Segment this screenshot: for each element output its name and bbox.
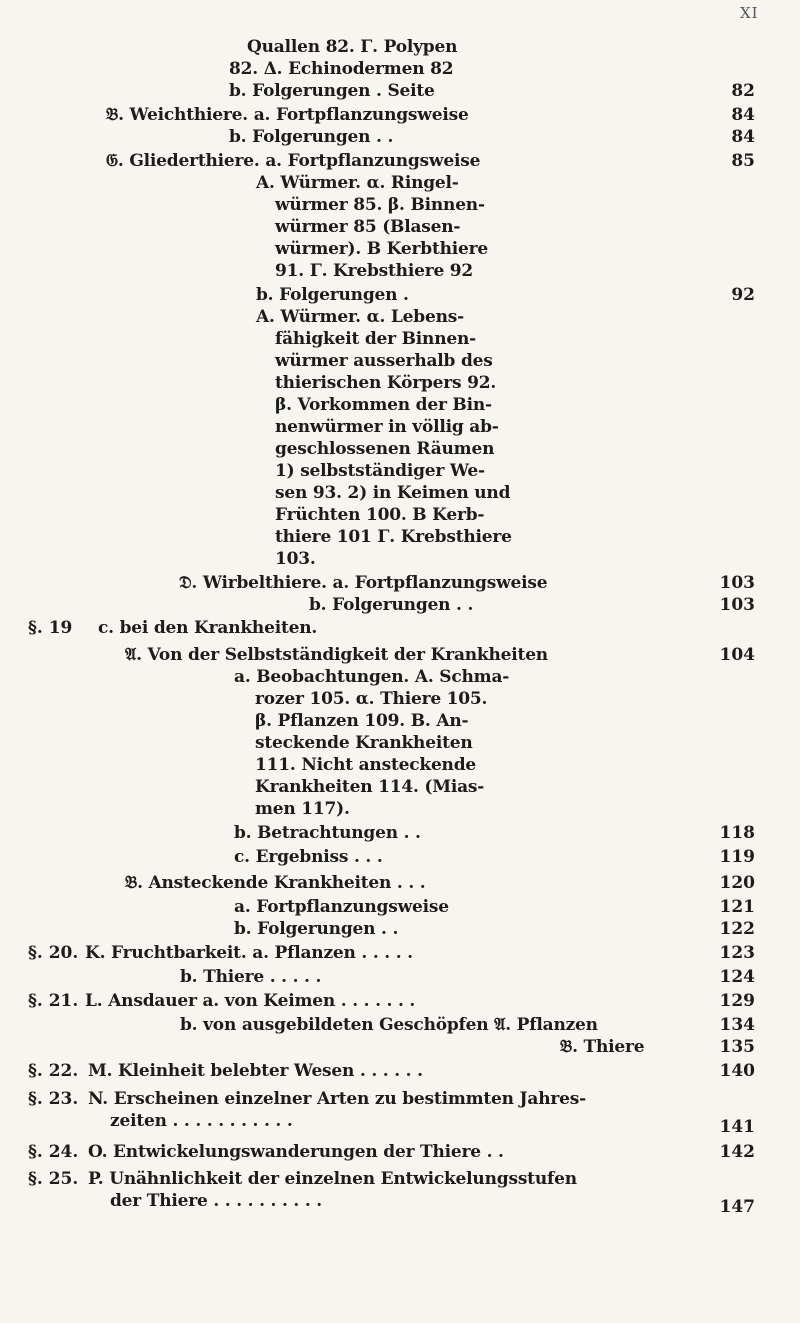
toc-line: rozer 105. α. Thiere 105. — [255, 689, 488, 709]
page-number: 92 — [731, 285, 755, 305]
toc-line: P. Unähnlichkeit der einzelnen Entwickelungsstufen — [88, 1169, 577, 1189]
page-number: 134 — [719, 1015, 755, 1035]
page-number: 118 — [719, 823, 755, 843]
toc-line: 𝔊. Gliederthiere. a. Fortpflanzungsweise — [106, 151, 481, 171]
toc-line: würmer ausserhalb des — [275, 351, 493, 371]
section-number: §. 23. — [28, 1089, 79, 1109]
toc-line: a. Fortpflanzungsweise — [234, 897, 449, 917]
page-number: 104 — [719, 645, 755, 665]
toc-line: Früchten 100. B Kerb- — [275, 505, 485, 525]
toc-line: N. Erscheinen einzelner Arten zu bestimmten Jahres- — [88, 1089, 586, 1109]
toc-line: Krankheiten 114. (Mias- — [255, 777, 485, 797]
toc-line: der Thiere . . . . . . . . . . — [110, 1191, 323, 1211]
section-number: §. 22. — [28, 1061, 79, 1081]
page-number: 119 — [719, 847, 755, 867]
page-number: 84 — [731, 105, 755, 125]
page-number: 120 — [719, 873, 755, 893]
toc-line: b. Betrachtungen . . — [234, 823, 421, 843]
toc-line: 𝔅. Ansteckende Krankheiten . . . — [125, 873, 426, 893]
toc-line: β. Vorkommen der Bin- — [275, 395, 492, 415]
page-number: 142 — [719, 1142, 755, 1162]
section-number: §. 25. — [28, 1169, 79, 1189]
toc-line: thierischen Körpers 92. — [275, 373, 497, 393]
toc-line: b. Folgerungen . — [256, 285, 409, 305]
toc-line: L. Ansdauer a. von Keimen . . . . . . . — [85, 991, 416, 1011]
page-number: 85 — [731, 151, 755, 171]
page-number: 82 — [731, 81, 755, 101]
toc-line: sen 93. 2) in Keimen und — [275, 483, 511, 503]
toc-line: 𝔅. Weichthiere. a. Fortpflanzungsweise — [106, 105, 469, 125]
section-number: §. 19 — [28, 618, 73, 638]
toc-line: würmer 85 (Blasen- — [275, 217, 461, 237]
toc-line: a. Beobachtungen. A. Schma- — [234, 667, 510, 687]
toc-line: M. Kleinheit belebter Wesen . . . . . . — [88, 1061, 423, 1081]
toc-line: b. Folgerungen . . — [229, 127, 394, 147]
page-number: 147 — [719, 1197, 755, 1217]
toc-line: b. Thiere . . . . . — [180, 967, 322, 987]
toc-line: A. Würmer. α. Ringel- — [256, 173, 459, 193]
page-number: 122 — [719, 919, 755, 939]
toc-line: 1) selbstständiger We- — [275, 461, 485, 481]
section-number: §. 20. — [28, 943, 79, 963]
toc-line: b. Folgerungen . . — [234, 919, 399, 939]
toc-line: 𝔄. Von der Selbstständigkeit der Krankheiten — [125, 645, 548, 665]
toc-line: 𝔇. Wirbelthiere. a. Fortpflanzungsweise — [179, 573, 548, 593]
toc-line: würmer 85. β. Binnen- — [275, 195, 485, 215]
page-number: 103 — [719, 573, 755, 593]
toc-line: 103. — [275, 549, 316, 569]
section-number: §. 21. — [28, 991, 79, 1011]
toc-line: steckende Krankheiten — [255, 733, 473, 753]
toc-line: nenwürmer in völlig ab- — [275, 417, 499, 437]
page-number: 123 — [719, 943, 755, 963]
page-number: 141 — [719, 1117, 755, 1137]
page-number: 140 — [719, 1061, 755, 1081]
toc-line: β. Pflanzen 109. B. An- — [255, 711, 469, 731]
toc-line: A. Würmer. α. Lebens- — [256, 307, 464, 327]
toc-line: 111. Nicht ansteckende — [255, 755, 477, 775]
page-folio: XI — [740, 4, 759, 22]
toc-line: c. Ergebniss . . . — [234, 847, 383, 867]
toc-line: 91. Γ. Krebsthiere 92 — [275, 261, 474, 281]
section-number: §. 24. — [28, 1142, 79, 1162]
toc-line: Quallen 82. Γ. Polypen — [247, 37, 458, 57]
toc-line: b. Folgerungen . Seite — [229, 81, 435, 101]
page-number: 103 — [719, 595, 755, 615]
page-number: 121 — [719, 897, 755, 917]
toc-line: K. Fruchtbarkeit. a. Pflanzen . . . . . — [85, 943, 413, 963]
page-number: 135 — [719, 1037, 755, 1057]
toc-line: geschlossenen Räumen — [275, 439, 495, 459]
toc-line: c. bei den Krankheiten. — [98, 618, 318, 638]
toc-line: würmer). B Kerbthiere — [275, 239, 488, 259]
toc-line: zeiten . . . . . . . . . . . — [110, 1111, 293, 1131]
toc-line: O. Entwickelungswanderungen der Thiere . . — [88, 1142, 504, 1162]
toc-line: fähigkeit der Binnen- — [275, 329, 477, 349]
page-number: 129 — [719, 991, 755, 1011]
toc-line: b. Folgerungen . . — [309, 595, 474, 615]
toc-line: 82. Δ. Echinodermen 82 — [229, 59, 454, 79]
page-number: 84 — [731, 127, 755, 147]
toc-line: 𝔅. Thiere — [560, 1037, 645, 1057]
toc-line: men 117). — [255, 799, 350, 819]
toc-line: thiere 101 Γ. Krebsthiere — [275, 527, 512, 547]
page-number: 124 — [719, 967, 755, 987]
toc-line: b. von ausgebildeten Geschöpfen 𝔄. Pflanzen — [180, 1015, 598, 1035]
